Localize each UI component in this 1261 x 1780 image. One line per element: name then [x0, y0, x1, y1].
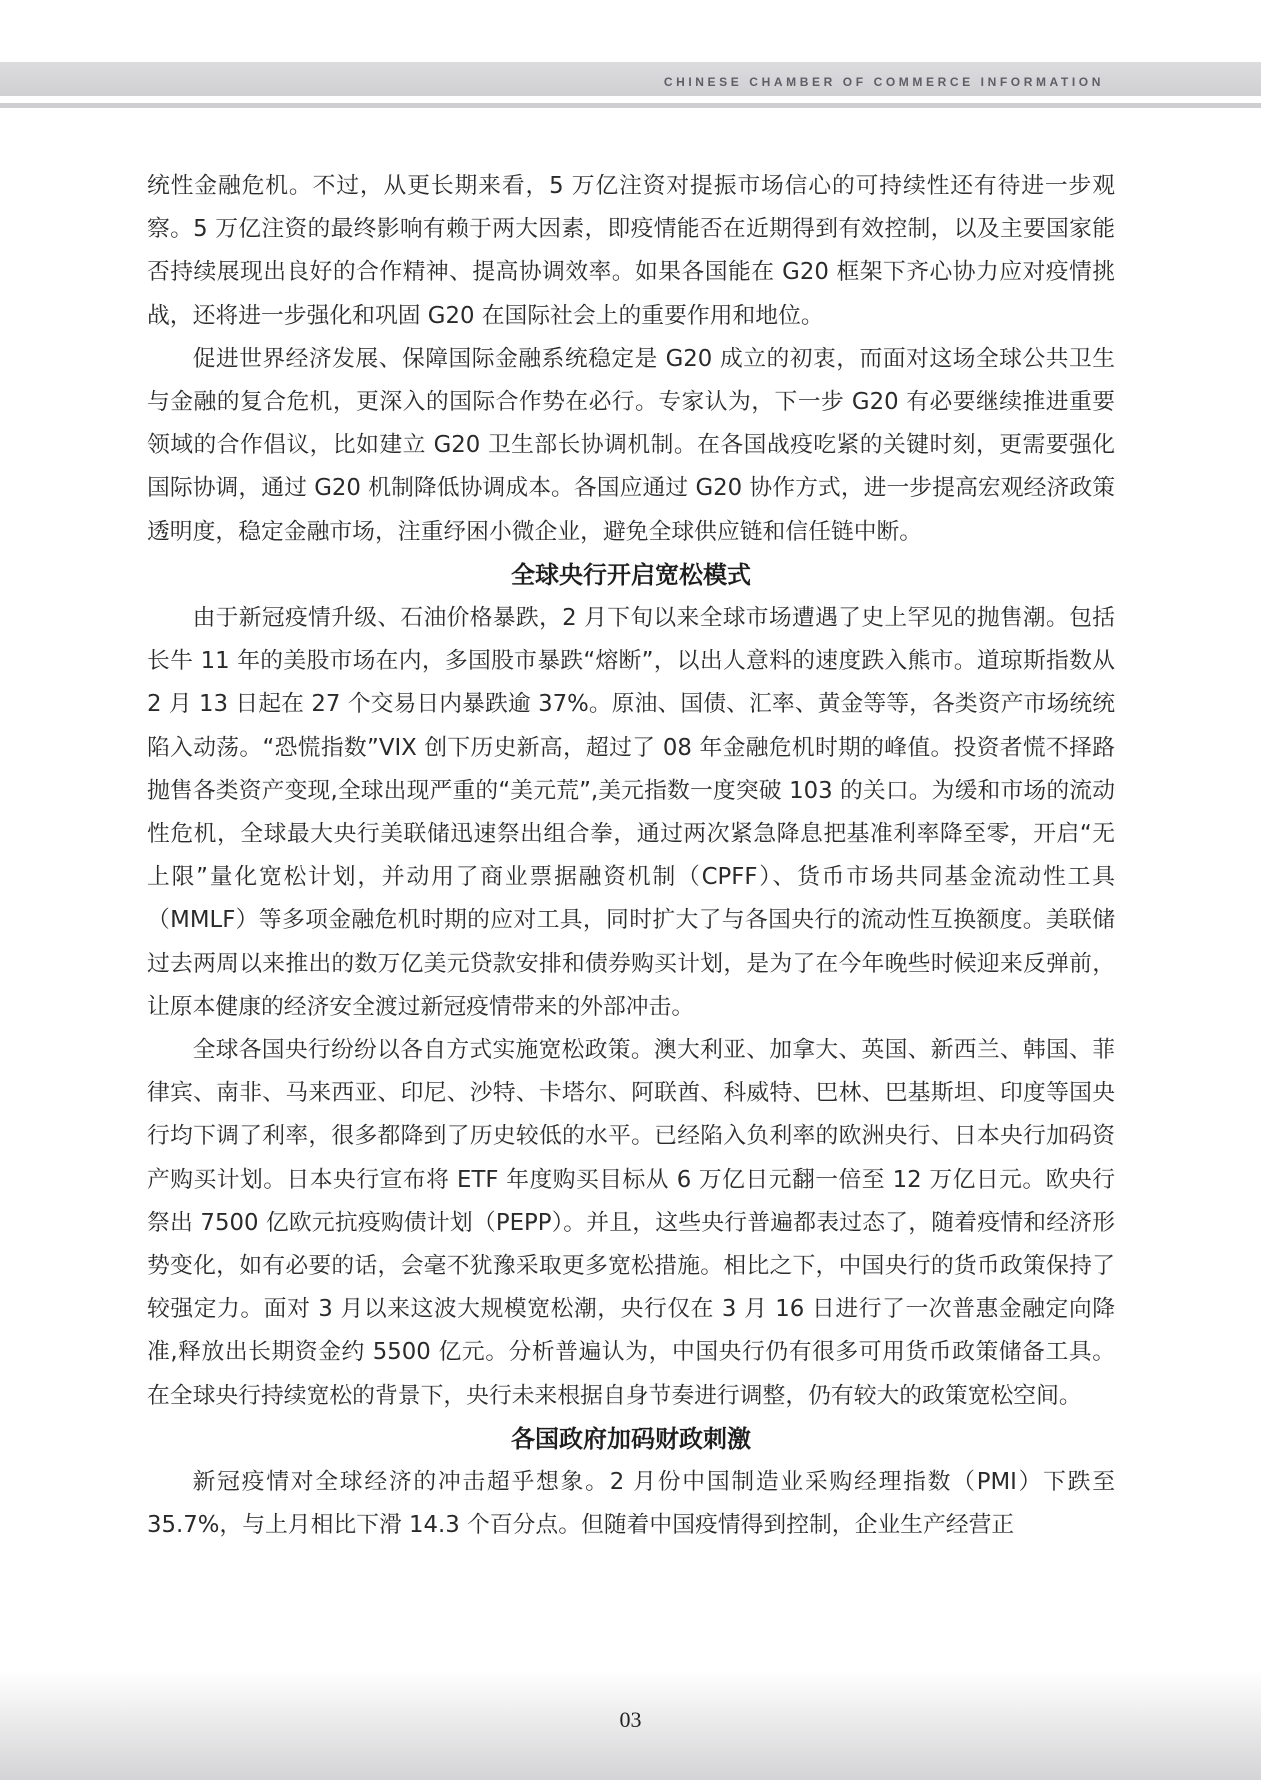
- section-heading: 全球央行开启宽松模式: [511, 560, 751, 589]
- page-number: 03: [619, 1707, 642, 1732]
- paragraph: 统性金融危机。不过，从更长期来看，5 万亿注资对提振市场信心的可持续性还有待进一步观察。5 万亿注资的最终影响有赖于两大因素，即疫情能否在近期得到有效控制，以及主要国家能否持续展现出良好的合作精神、提高协调效率。如果各国能在 G20 框架下齐心协力应对疫情挑战，还将进一步强化和巩固 G20 在国际社会上的重要作用和地位。: [147, 173, 1115, 329]
- header-rule: [0, 103, 1261, 108]
- paragraph: 全球各国央行纷纷以各自方式实施宽松政策。澳大利亚、加拿大、英国、新西兰、韩国、菲律宾、南非、马来西亚、印尼、沙特、卡塔尔、阿联酋、科威特、巴林、巴基斯坦、印度等国央行均下调了利率，很多都降到了历史较低的水平。已经陷入负利率的欧洲央行、日本央行加码资产购买计划。日本央行宣布将 ETF 年度购买目标从 6 万亿日元翻一倍至 12 万亿日元。欧央行祭出 7500 亿欧元抗疫购债计划（PEPP）。并且，这些央行普遍都表过态了，随着疫情和经济形势变化，如有必要的话，会毫不犹豫采取更多宽松措施。相比之下，中国央行的货币政策保持了较强定力。面对 3 月以来这波大规模宽松潮，央行仅在 3 月 16 日进行了一次普惠金融定向降准,释放出长期资金约 5500 亿元。分析普遍认为，中国央行仍有很多可用货币政策储备工具。在全球央行持续宽松的背景下，央行未来根据自身节奏进行调整，仍有较大的政策宽松空间。: [147, 1037, 1115, 1409]
- article-body: [147, 165, 1115, 1548]
- paragraph: 新冠疫情对全球经济的冲击超乎想象。2 月份中国制造业采购经理指数（PMI）下跌至 35.7%，与上月相比下滑 14.3 个百分点。但随着中国疫情得到控制，企业生产经营正: [147, 1469, 1115, 1539]
- paragraph: 由于新冠疫情升级、石油价格暴跌，2 月下旬以来全球市场遭遇了史上罕见的抛售潮。包括长牛 11 年的美股市场在内，多国股市暴跌“熔断”，以出人意料的速度跌入熊市。道琼斯指数从 2 月 13 日起在 27 个交易日内暴跌逾 37%。原油、国债、汇率、黄金等等，各类资产市场统统陷入动荡。“恐慌指数”VIX 创下历史新高，超过了 08 年金融危机时期的峰值。投资者慌不择路抛售各类资产变现,全球出现严重的“美元荒”,美元指数一度突破 103 的关口。为缓和市场的流动性危机，全球最大央行美联储迅速祭出组合拳，通过两次紧急降息把基准利率降至零，开启“无上限”量化宽松计划，并动用了商业票据融资机制（CPFF）、货币市场共同基金流动性工具（MMLF）等多项金融危机时期的应对工具，同时扩大了与各国央行的流动性互换额度。美联储过去两周以来推出的数万亿美元贷款安排和债券购买计划，是为了在今年晚些时候迎来反弹前，让原本健康的经济安全渡过新冠疫情带来的外部冲击。: [147, 605, 1115, 1020]
- section-heading: 各国政府加码财政刺激: [511, 1424, 751, 1453]
- publication-title: CHINESE CHAMBER OF COMMERCE INFORMATION: [663, 75, 1104, 89]
- paragraph: 促进世界经济发展、保障国际金融系统稳定是 G20 成立的初衷，而面对这场全球公共卫生与金融的复合危机，更深入的国际合作势在必行。专家认为，下一步 G20 有必要继续推进重要领域的合作倡议，比如建立 G20 卫生部长协调机制。在各国战疫吃紧的关键时刻，更需要强化国际协调，通过 G20 机制降低协调成本。各国应通过 G20 协作方式，进一步提高宏观经济政策透明度，稳定金融市场，注重纾困小微企业，避免全球供应链和信任链中断。: [147, 345, 1115, 545]
